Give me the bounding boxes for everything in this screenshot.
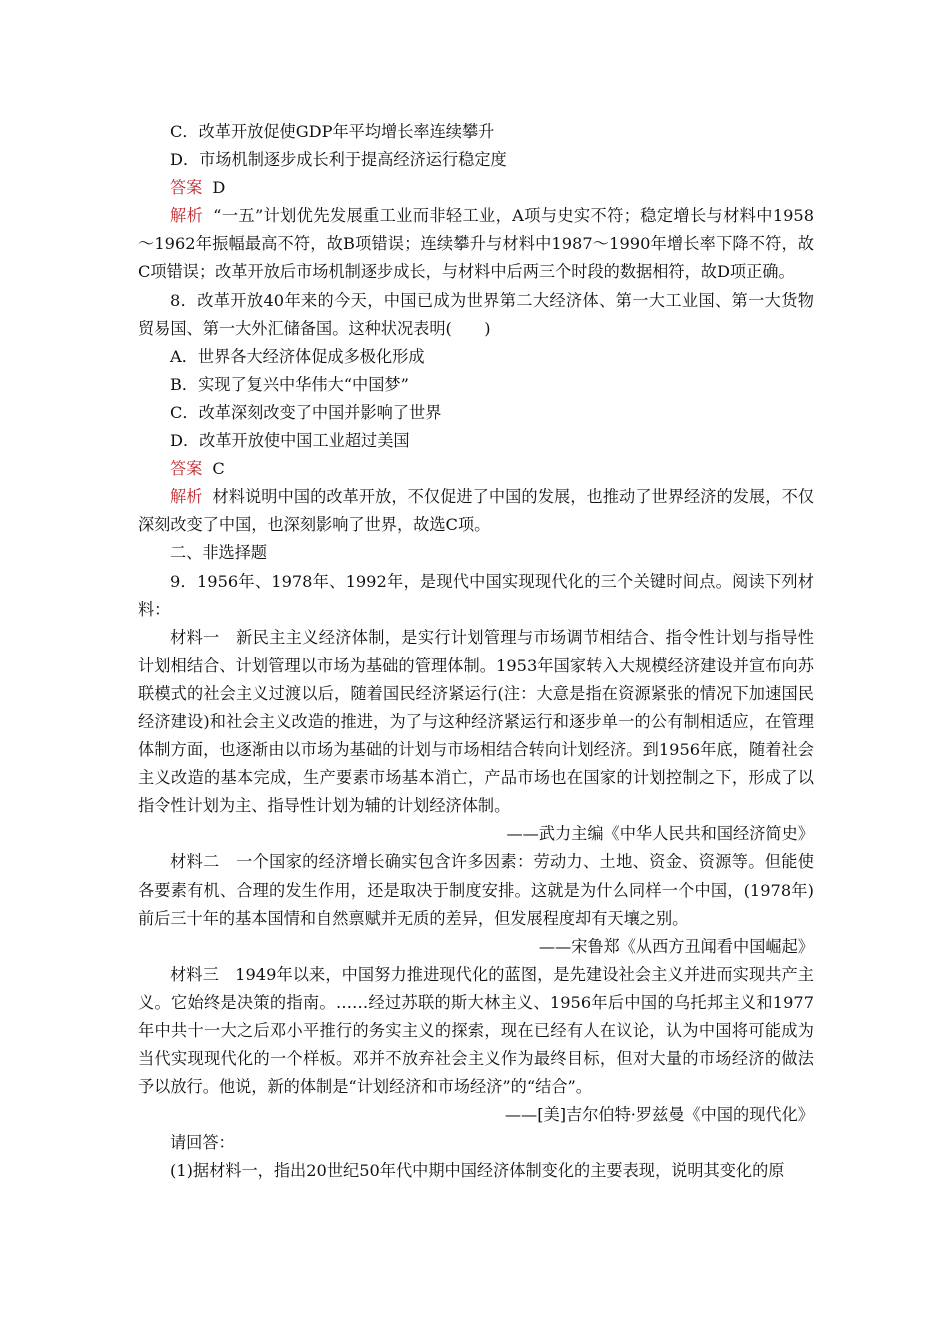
analysis-text: “一五”计划优先发展重工业而非轻工业，A项与史实不符；稳定增长与材料中1958～1962年振幅最高不符，故B项错误；连续攀升与材料中1987～1990年增长率下降不符，故C项错误；改革开放后市场机制逐步成长，与材料中后两三个时段的数据相符，故D项正确。 [138,206,815,282]
q8-stem: 8．改革开放40年来的今天，中国已成为世界第二大经济体、第一大工业国、第一大货物贸易国、第一大外汇储备国。这种状况表明( ) [138,290,814,338]
q9-material-1: 材料一 新民主主义经济体制，是实行计划管理与市场调节相结合、指令性计划与指导性计划相结合、计划管理以市场为基础的管理体制。1953年国家转入大规模经济建设并宣布向苏联模式的社会主义过渡以后，随着国民经济紧运行(注：大意是指在资源紧张的情况下加速国民经济建设)和社会主义改造的推进，为了与这种经济紧运行和逐步单一的公有制相适应，在管理体制方面，也逐渐由以市场为基础的计划与市场相结合转向计划经济。到1956年底，随着社会主义改造的基本完成，生产要素市场基本消亡，产品市场也在国家的计划控制之下，形成了以指令性计划为主、指导性计划为辅的计划经济体制。 [138,627,814,816]
answer-label: 答案 [170,459,203,479]
q7-option-c: C．改革开放促使GDP年平均增长率连续攀升 [170,122,495,141]
q8-analysis [138,483,814,539]
analysis-text: 材料说明中国的改革开放，不仅促进了中国的发展，也推动了世界经济的发展，不仅深刻改变了中国，也深刻影响了世界，故选C项。 [138,487,815,535]
q7-analysis [138,202,814,286]
q9-source-3: ——[美]吉尔伯特·罗兹曼《中国的现代化》 [504,1105,814,1125]
q7-answer [138,174,814,202]
q9-prompt: 请回答： [170,1133,235,1153]
analysis-label: 解析 [170,487,203,507]
section-heading: 二、非选择题 [170,543,268,563]
q9-material-3: 材料三 1949年以来，中国努力推进现代化的蓝图，是先建设社会主义并进而实现共产主义。它始终是决策的指南。……经过苏联的斯大林主义、1956年后中国的乌托邦主义和1977年中共十一大之后邓小平推行的务实主义的探索，现在已经有人在议论，认为中国将可能成为当代实现现代化的一个样板。邓并不放弃社会主义作为最终目标，但对大量的市场经济的做法予以放行。他说，新的体制是“计划经济和市场经济”的“结合”。 [138,964,814,1097]
q7-option-d: D．市场机制逐步成长利于提高经济运行稳定度 [170,150,507,170]
q8-option-a: A．世界各大经济体促成多极化形成 [170,346,425,366]
q9-source-2: ——宋鲁郑《从西方丑闻看中国崛起》 [538,936,814,956]
q9-material-2: 材料二 一个国家的经济增长确实包含许多因素：劳动力、土地、资金、资源等。但能使各要素有机、合理的发生作用，还是取决于制度安排。这就是为什么同样一个中国，(1978年)前后三十年的基本国情和自然禀赋并无质的差异，但发展程度却有天壤之别。 [138,852,814,928]
q9-stem: 9．1956年、1978年、1992年，是现代中国实现现代化的三个关键时间点。阅读下列材料： [138,571,814,619]
answer-label: 答案 [170,178,203,198]
answer-value: D [212,178,226,198]
answer-value: C [212,459,225,479]
q8-answer [138,455,814,483]
analysis-label: 解析 [170,206,204,226]
q8-option-c: C．改革深刻改变了中国并影响了世界 [170,402,442,422]
q8-option-d: D．改革开放使中国工业超过美国 [170,431,410,451]
q8-option-b: B．实现了复兴中华伟大“中国梦” [170,374,409,394]
q9-sub-question-1: (1)据材料一，指出20世纪50年代中期中国经济体制变化的主要表现，说明其变化的原 [170,1161,785,1181]
q9-source-1: ——武力主编《中华人民共和国经济简史》 [506,824,814,844]
document-page [138,118,814,1186]
